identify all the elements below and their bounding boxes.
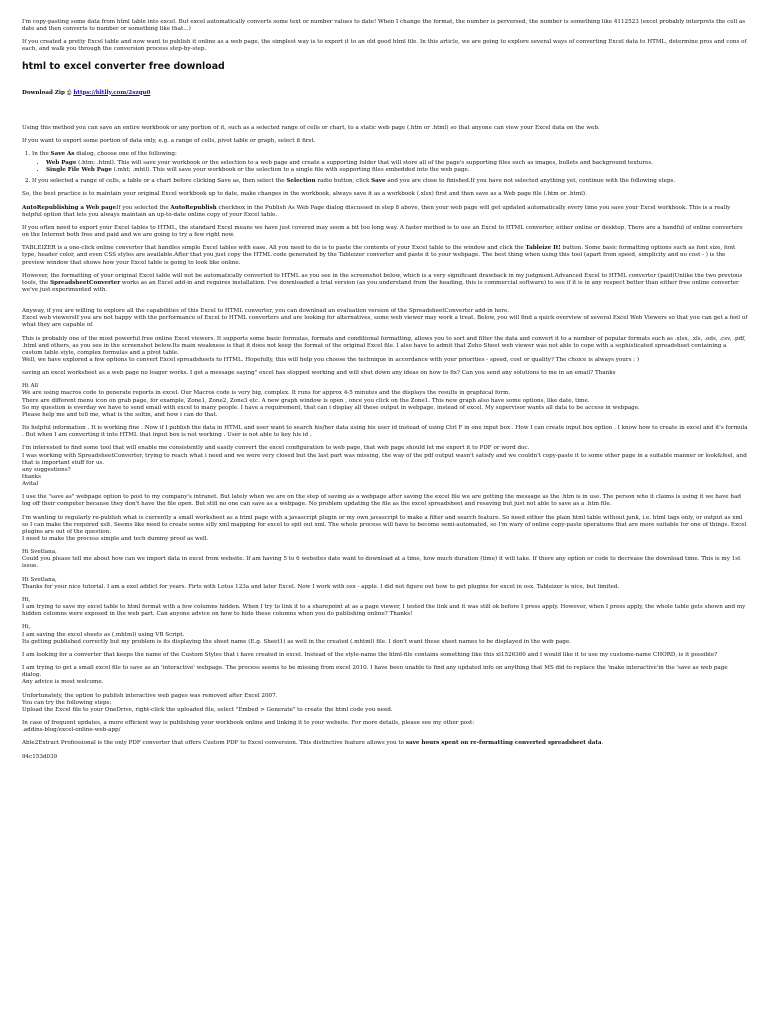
comment: Its helpful information . It is working fine . Now if I publish the data in HTML and user want to search his/her data using his user id instead of using Ctrl F in one input box . How I can create input box option . I know how to create in excel and it's formula . But when I am converting it into HTML that input box is not working . User is not able to key his id .	[22, 425, 748, 439]
paragraph: TABLEIZER is a one-click online converter that handles simple Excel tables with ease. All you need to do is to paste the contents of your Excel table to the window and click the Tableize It! button. Some basic formatting options such as font size, font type, header color, and even CSS styles are available.After that you just copy the HTML code generated by the Tableizer converter and paste it to your webpage. The best thing when using this tool (apart from speed, simplicity and no cost - ) is the preview window that shows how your Excel table is going to look like online.	[22, 245, 736, 266]
paragraph: Able2Extract Professional is the only PDF converter that offers Custom PDF to Excel conversion. This distinctive feature allows you to save hours spent on re-formatting converted spreadsheet data.	[22, 740, 604, 747]
comment: Hi All We are using macros code to generate reports in excel. Our Macros code is very big, complex. It runs for approx 4-5 minutes and the displays the results in graphical form. There are different menu icon on grab page, for example, Zone1, Zone2, Zone3 etc. A new graph window is open , once you click on the Zone1. This new graph also have some options, like date, time. So my question is everday we have to send email with excel to many people. I have a requirement, that can i display all these output in webpage, instead of excel. My supervisor wants all data to be access in webpage. Please help me and tell me, what is the soltin, and how i can do that.	[22, 383, 640, 418]
paragraph: This is probably one of the most powerful free online Excel viewers. It supports some basic formulas, formats and conditional formatting, allows you to sort and filter the data and convert it to a number of popular formats such as .xlsx, .xls, .ods, .csv, .pdf, .html and others, as you see in the screenshot below.Its main weakness is that it does not keep the format of the original Excel file. I also have to admit that Zoho Sheet web viewer was not able to cope with a sophisticated spreadsheet containing a custom table style, complex formulas and a pivot table. Well, we have explored a few options to convert Excel spreadsheets to HTML. Hopefully, this will help you choose the technique in accordance with your priorities - speed, cost or quality? The choice is always yours : )	[22, 335, 746, 363]
comment: Hi Svetlana, Could you please tell me about how can we import data in excel from website. If am having 5 to 6 websites date want to download at a time, how much duration (time) it will take. If there any option or code to decrease the download time. This is my 1st issue.	[22, 549, 741, 570]
comment: In case of frequent updates, a more efficient way is publishing your workbook online and linking it to your website. For more details, please see my other post: .addins-blog/excel-online-web-app/	[22, 720, 475, 734]
paragraph: If you want to export some portion of data only, e.g. a range of cells, pivot table or graph, select it first.	[22, 137, 316, 144]
comment: Hi, I am trying to save my excel table to html format with a few columns hidden. When I try to link it to a sharepoint at as a page viewer, I tested the link and it was still ok before I press apply. However, when I press apply, the whole table gets shown and my hidden columns were exposed in the web part. Can anyone advice on how to hide these columns when you do publishing online? Thanks!	[22, 596, 746, 618]
save-as-emphasis: Save As	[50, 151, 75, 158]
comment: I'm interested to find some tool that will enable me consistently and easily convert the excel configuration to web page, that web page should let me export it to PDF or word doc. I was working with SpreadsheetConverter, trying to reach what i need and we were very closed but the last part was missing, the way of the pdf output wasn't satisfy and we couldn't copy-paste it to some other page in a suitable manner or look&feel, and that is important stuff for us. any suggestions? thanks Avital	[22, 445, 747, 487]
steps-list	[22, 151, 748, 185]
paragraph: If you often need to export your Excel tables to HTML, the standard Excel means we have just covered may seem a bit too long way. A faster method is to use an Excel to HTML converter, either online or desktop. There are a handful of online converters on the Internet both free and paid and we are going to try a few right now.	[22, 224, 743, 239]
comment: I'm wanting to regularly re-publish what is currently a small worksheet as a html page with a javascript plugin or my own javascript to make a filter and search feature. So need either the plain html table without junk, i.e. html tags only, or output as xml so I can make the required xslt. Seems like need to create some silly xml mapping for excel to spit out xml. The whole process will have to become semi-automated, so I'm wary of online copy-paste operations that are more suitable for one of things. Excel plugins are out of the question. I need to make the process simple and tech dummy proof as well.	[22, 514, 747, 542]
paragraph: So, the best practice is to maintain your original Excel workbook up to date, make changes in the workbook, always save it as a workbook (.xlsx) first and then save as a Web page file (.htm or .html).	[22, 191, 587, 198]
comment: I am looking for a converter that keeps the name of the Custom Styles that i have created in excel. Instead of the style-name the html-file contains something like this xl1526360 and I would like it to use my custome-name CHORD, is it possible?	[22, 651, 718, 658]
step-item: 2. If you selected a range of cells, a table or a chart before clicking Save as, then select the Selection radio button, click Save and you are close to finished.If you have not selected anything yet, continue with the following steps.	[32, 178, 748, 185]
paragraph: However, the formatting of your original Excel table will not be automatically converted to HTML as you see in the screenshot below, which is a very significant drawback in my judgment.Advanced Excel to HTML converter (paid)Unlike the two previous tools, the SpreadsheetConverter works as an Excel add-in and requires installation. I've downloaded a trial version (as you understand from the heading, this is commercial software) to see if it is in any respect better than either free online converter we've just experimented with.	[22, 272, 743, 293]
step-item: 1. In the Save As dialog, choose one of the following: • Web Page (.htm; .html). This will save your workbook or the selection to a web page and create a supporting folder that will store all of the page's supporting files such as images, bullets and background textures. • Single File Web Page (.mht; .mhtl). This will save your workbook or the selection to a single file with supporting files embedded into the web page.	[32, 151, 748, 174]
download-label: Download Zip	[22, 89, 65, 96]
comment: Hi Svetlana, Thanks for your nice tutorial. I am a exel addict for years. Firts with Lotus 123a and later Excel. Now I work with osx - apple. I did not figure out how to get plugins for excel in osx. Tableizer is nice, but limited.	[22, 576, 620, 590]
hash-code: 94c153d039	[22, 753, 58, 760]
comment: Unfortunately, the option to publish interactive web pages was removed after Excel 2007. You can try the following steps: Upload the Excel file to your OneDrive, right-click the uploaded file, select "Embed > Generate" to create the html code you need.	[22, 692, 393, 713]
download-line	[22, 90, 748, 97]
download-link[interactable]: https://bltlly.com/2szqu0	[73, 89, 151, 96]
page-title: html to excel converter free download	[22, 60, 225, 72]
format-options-list	[32, 160, 748, 174]
list-item: • Web Page (.htm; .html). This will save your workbook or the selection to a web page and create a supporting folder that will store all of the page's supporting files such as images, bullets and background textures.	[46, 160, 748, 167]
intro-paragraph: If you created a pretty Excel table and now want to publish it online as a web page, the simplest way is to export it to an old good html file. In this article, we are going to explore several ways of converting Excel data to HTML, determine pros and cons of each, and walk you through the conversion process step-by-step.	[22, 39, 747, 53]
paragraph: AutoRepublishing a Web pageIf you selected the AutoRepublish checkbox in the Publish As Web Page dialog discussed in step 8 above, then your web page will get updated automatically every time you save your Excel workbook. This is a really helpful option that lets you always maintain an up-to-date online copy of your Excel table.	[22, 204, 731, 218]
comment: Hi, I am saving the excel sheets as (.mhtml) using VB Script. Its getting published correctly but my problem is its displaying the sheet name (E.g. Sheet1) as well in the created (.mhtml) file. I don't want these sheet names to be displayed in the web page.	[22, 624, 571, 645]
comment: I am trying to get a small excel file to save as an 'interactive' webpage. The process seems to be missing from excel 2010. I have been unable to find any updated info on anything that MS did to replace the 'make interactive'in the 'save as web page dialog. Any advice is most welcome.	[22, 665, 728, 686]
paragraph: Using this method you can save an entire workbook or any portion of it, such as a selected range of cells or chart, to a static web page (.htm or .html) so that anyone can view your Excel data on the web.	[22, 124, 600, 131]
comment: I use the "save as" webpage option to post to my company's intranet. But lately when we are on the step of saving as a webpage after saving the excel file we are getting the message as the .htm is in use. The person who it claims is using it we have had log off their computer because they don't have the file open. But still no one can save as a webpage. No problem updating the file as the excel spreadsheet and resaving but just not able to save as a .htm file.	[22, 494, 741, 508]
download-icon: ⎙	[66, 89, 72, 96]
intro-paragraph: I'm copy-pasting some data from html table into excel. But excel automatically converts some text or number values to date! When I change the format, the number is perversed, the number is something like 4112523 (excel probably interprets the cell as date and then converts to number or something like that...)	[22, 19, 746, 33]
list-item: • Single File Web Page (.mht; .mhtl). This will save your workbook or the selection to a single file with supporting files embedded into the web page.	[46, 167, 748, 174]
paragraph: Anyway, if you are willing to explore all the capabilities of this Excel to HTML converter, you can download an evaluation version of the SpreadsheetConverter add-in here. Excel web viewersIf you are not happy with the performance of Excel to HTML converters and are looking for alternatives, some web viewer may work a treat. Below, you will find a quick overview of several Excel Web Viewers so that you can get a feel of what they are capable of.	[22, 308, 748, 329]
comment: saving an excel worksheet as a web page no loager works. I get a message saying" excel has stopped working and will shut down any ideas on how to fix? Can you send any solutions to me in an email? Thanks	[22, 370, 616, 377]
